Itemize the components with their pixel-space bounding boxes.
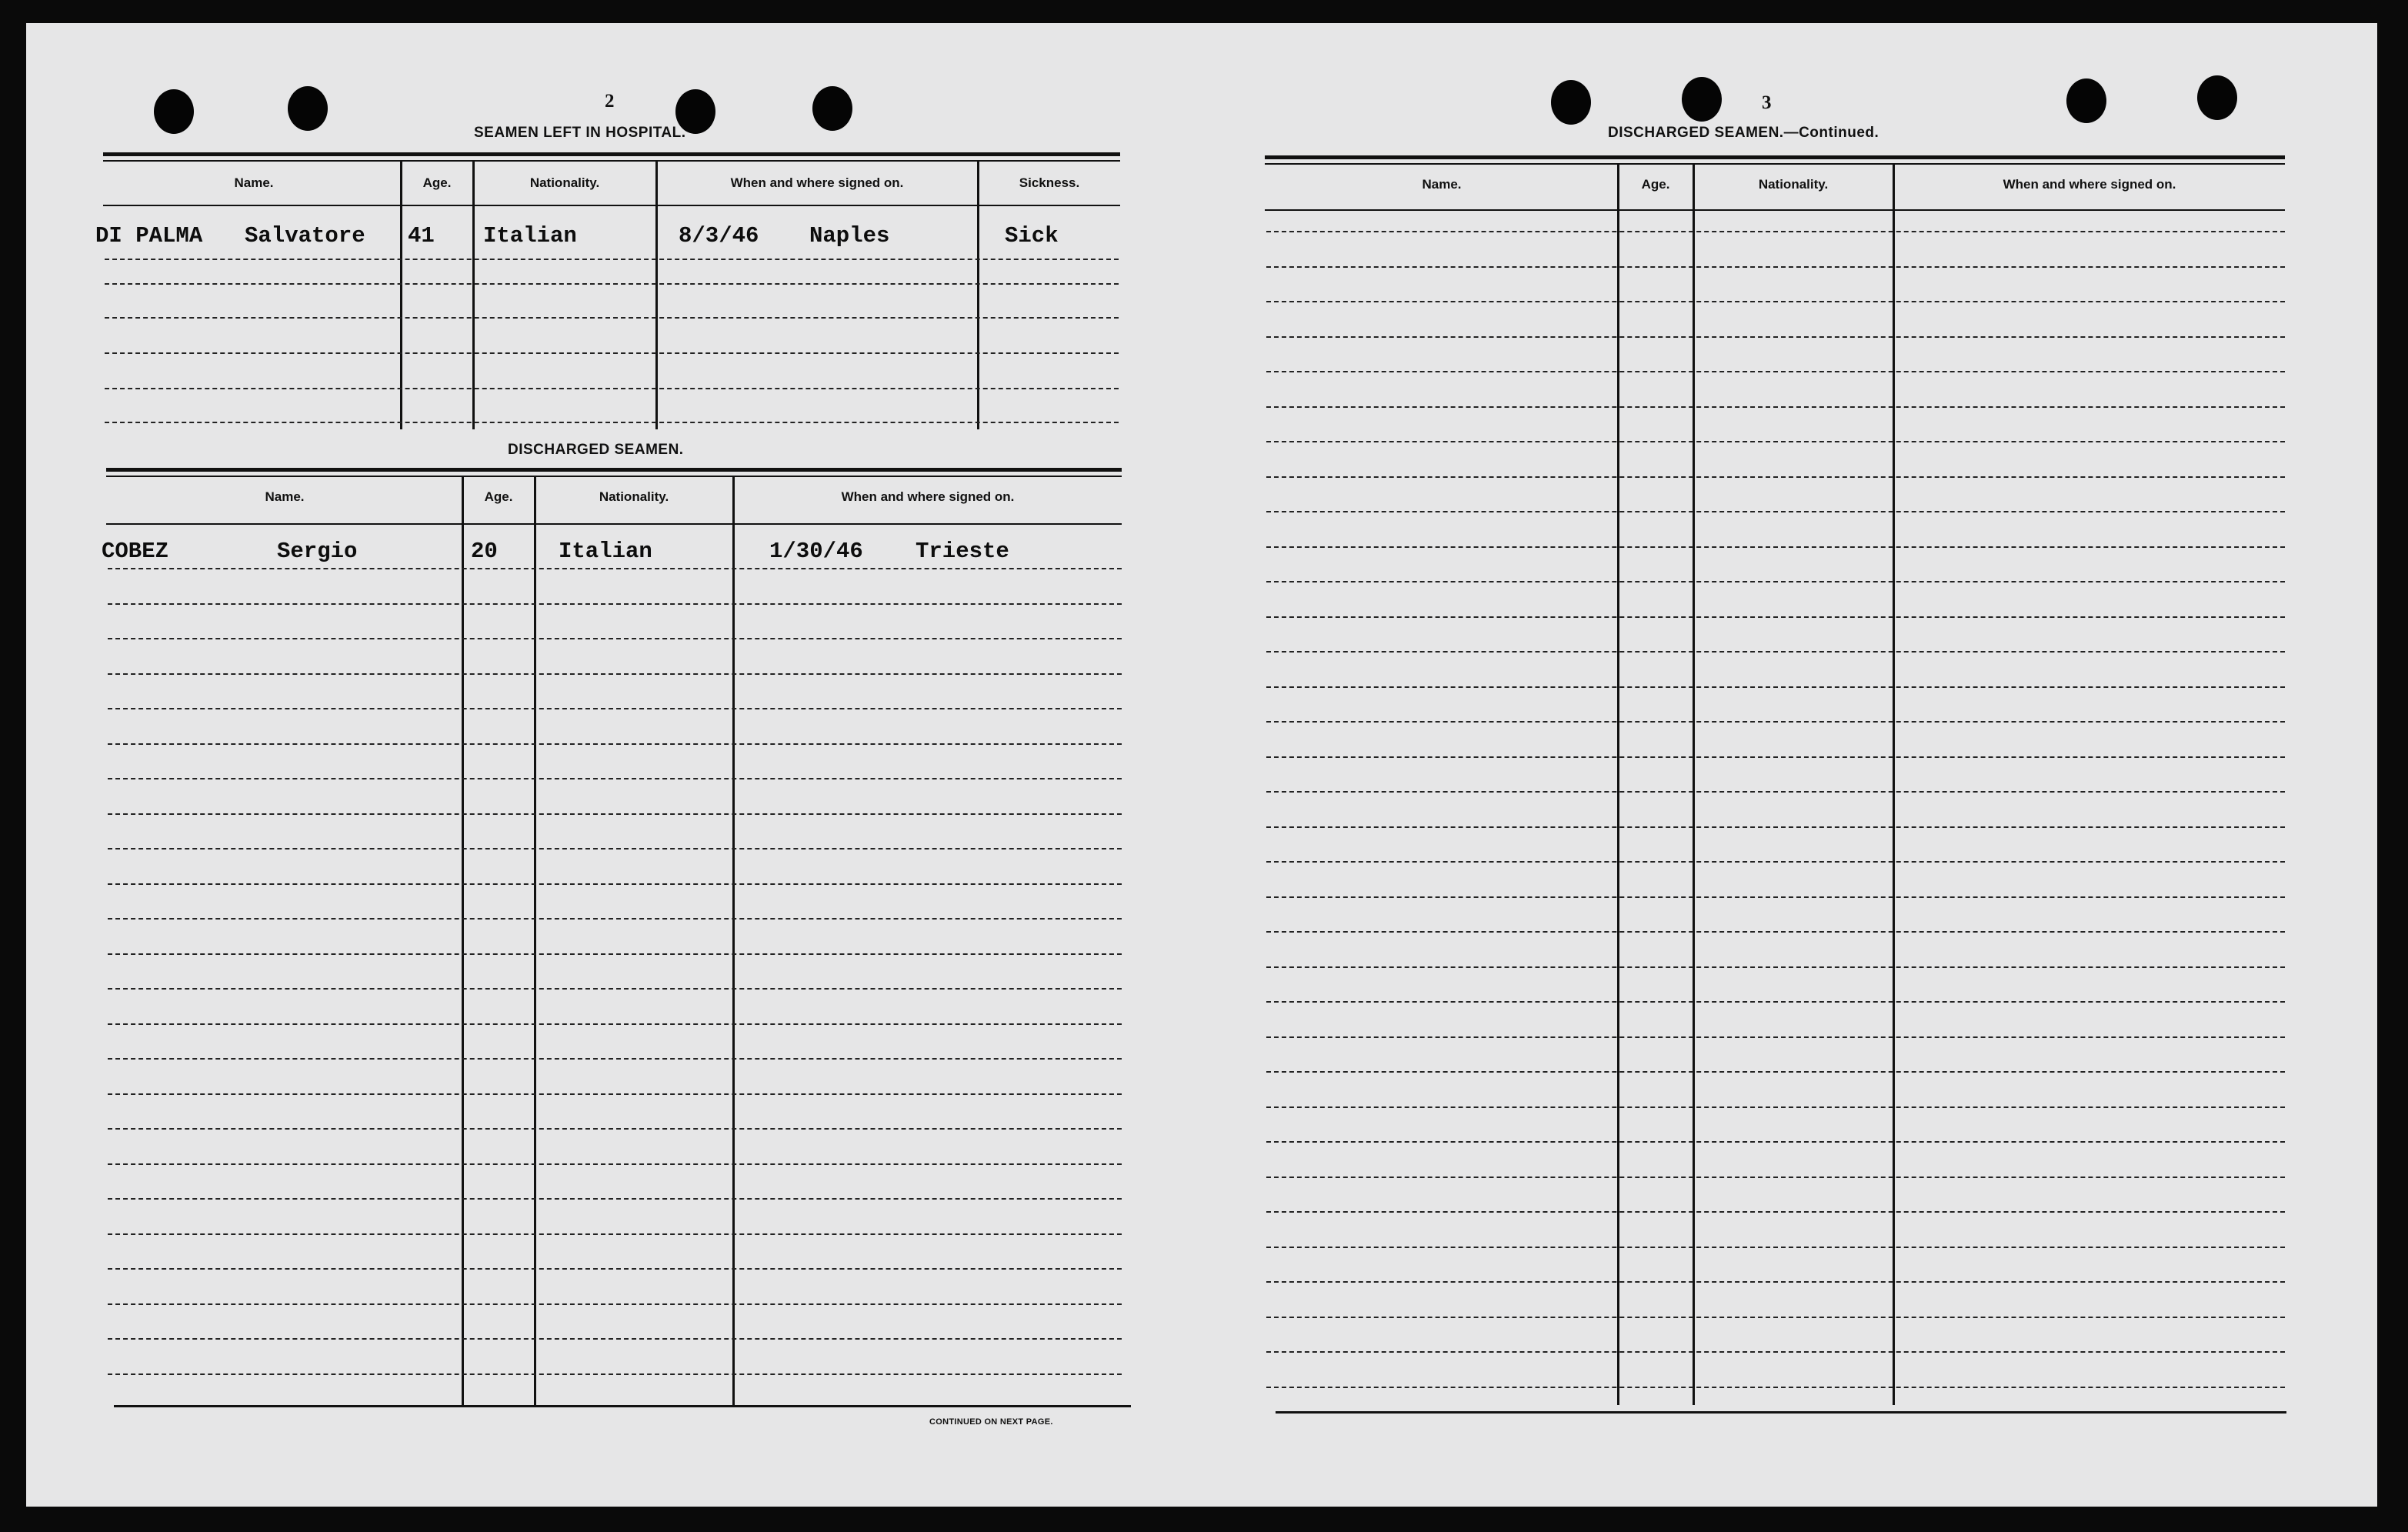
dotted-line [108, 1233, 1122, 1235]
hospital-header-sickness: Sickness. [1019, 175, 1080, 190]
dotted-line [1266, 1211, 2285, 1213]
punch-hole [812, 86, 852, 131]
dotted-line [1266, 686, 2285, 688]
right-header-age: Age. [1641, 177, 1670, 192]
discharged-entry-nationality: Italian [559, 539, 652, 564]
dotted-line [1266, 756, 2285, 758]
hospital-entry-age: 41 [408, 223, 435, 249]
right-header-name: Name. [1422, 177, 1462, 192]
dotted-line [105, 422, 1119, 423]
hospital-header-name: Name. [234, 175, 274, 190]
dotted-line [1266, 826, 2285, 828]
dotted-line [1266, 1387, 2285, 1388]
dotted-line [1266, 861, 2285, 863]
dotted-line [105, 283, 1119, 285]
dotted-line [108, 988, 1122, 990]
right-col-divider [1693, 163, 1695, 1405]
dotted-line [1266, 476, 2285, 478]
dotted-line [1266, 931, 2285, 933]
right-header-rule [1265, 209, 2285, 211]
dotted-line [1266, 1071, 2285, 1073]
dotted-line [108, 1268, 1122, 1270]
right-col-divider [1617, 163, 1619, 1405]
hospital-entry-place: Naples [809, 223, 890, 249]
dotted-line [108, 1338, 1122, 1340]
dotted-line [108, 778, 1122, 779]
dotted-line [108, 743, 1122, 745]
dotted-line [1266, 406, 2285, 408]
discharged-entry-given-name: Sergio [277, 539, 358, 564]
right-bottom-rule [1276, 1411, 2286, 1414]
dotted-line [1266, 301, 2285, 302]
discharged-header-rule [106, 523, 1122, 525]
dotted-line [1266, 966, 2285, 968]
punch-hole [154, 89, 194, 134]
dotted-line [108, 1058, 1122, 1060]
hospital-section-title: SEAMEN LEFT IN HOSPITAL. [474, 125, 686, 141]
dotted-line [108, 603, 1122, 605]
dotted-line [1266, 1247, 2285, 1248]
hospital-entry-date: 8/3/46 [679, 223, 759, 249]
dotted-line [1266, 511, 2285, 512]
hospital-header-nationality: Nationality. [529, 175, 600, 190]
discharged-col-divider [732, 476, 735, 1405]
hospital-entry-given-name: Salvatore [245, 223, 365, 249]
dotted-line [108, 638, 1122, 639]
dotted-line [1266, 1177, 2285, 1178]
discharged-top-rule [106, 468, 1122, 472]
hospital-header-age: Age. [422, 175, 452, 190]
right-top-rule-thin [1265, 163, 2285, 165]
dotted-line [1266, 336, 2285, 338]
dotted-line [108, 813, 1122, 815]
hospital-header-signed-on: When and where signed on. [730, 175, 904, 190]
document-sheet [26, 23, 2377, 1507]
discharged-entry-place: Trieste [916, 539, 1009, 564]
dotted-line [108, 1303, 1122, 1305]
hospital-entry-nationality: Italian [483, 223, 577, 249]
right-header-signed-on: When and where signed on. [2003, 177, 2176, 192]
discharged-top-rule-thin [106, 476, 1122, 477]
dotted-line [105, 352, 1119, 354]
dotted-line [108, 1093, 1122, 1095]
discharged-header-name: Name. [265, 489, 305, 504]
hospital-top-rule-thin [103, 160, 1120, 162]
page-number-left: 2 [605, 91, 615, 112]
dotted-line [108, 848, 1122, 849]
dotted-line [108, 708, 1122, 709]
dotted-line [1266, 1141, 2285, 1143]
dotted-line [1266, 1317, 2285, 1318]
dotted-line [1266, 231, 2285, 232]
dotted-line [1266, 651, 2285, 653]
right-section-title: DISCHARGED SEAMEN.—Continued. [1608, 125, 1879, 141]
dotted-line [1266, 371, 2285, 372]
page-number-right: 3 [1762, 92, 1772, 113]
discharged-entry-surname: COBEZ [102, 539, 169, 564]
dotted-line [1266, 441, 2285, 442]
dotted-line [1266, 1106, 2285, 1108]
dotted-line [1266, 1036, 2285, 1038]
left-bottom-rule [114, 1405, 1131, 1407]
dotted-line [1266, 546, 2285, 548]
dotted-line [1266, 896, 2285, 898]
dotted-line [108, 1163, 1122, 1165]
dotted-line [105, 259, 1119, 260]
right-col-divider [1893, 163, 1895, 1405]
dotted-line [108, 953, 1122, 955]
dotted-line [105, 388, 1119, 389]
dotted-line [108, 1023, 1122, 1025]
dotted-line [1266, 721, 2285, 723]
dotted-line [108, 1128, 1122, 1130]
dotted-line [108, 883, 1122, 885]
punch-hole [1682, 77, 1722, 122]
hospital-top-rule [103, 152, 1120, 156]
dotted-line [1266, 616, 2285, 618]
discharged-header-age: Age. [484, 489, 513, 504]
right-top-rule [1265, 155, 2285, 159]
dotted-line [1266, 581, 2285, 582]
dotted-line [108, 673, 1122, 675]
continued-note: CONTINUED ON NEXT PAGE. [929, 1417, 1053, 1427]
dotted-line [1266, 266, 2285, 268]
dotted-line [105, 317, 1119, 319]
dotted-line [108, 918, 1122, 920]
discharged-col-divider [462, 476, 464, 1405]
dotted-line [1266, 1001, 2285, 1003]
dotted-line [108, 568, 1122, 569]
dotted-line [1266, 1281, 2285, 1283]
punch-hole [2197, 75, 2237, 120]
hospital-header-rule [103, 205, 1120, 206]
dotted-line [1266, 791, 2285, 793]
discharged-header-nationality: Nationality. [599, 489, 669, 504]
punch-hole [2066, 78, 2106, 123]
dotted-line [108, 1198, 1122, 1200]
discharged-header-signed-on: When and where signed on. [841, 489, 1015, 504]
dotted-line [108, 1373, 1122, 1375]
hospital-entry-sickness: Sick [1005, 223, 1059, 249]
dotted-line [1266, 1351, 2285, 1353]
discharged-section-title: DISCHARGED SEAMEN. [508, 442, 684, 458]
right-header-nationality: Nationality. [1758, 177, 1829, 192]
discharged-col-divider [534, 476, 536, 1405]
discharged-entry-date: 1/30/46 [769, 539, 863, 564]
hospital-entry-surname: DI PALMA [95, 223, 203, 249]
punch-hole [288, 86, 328, 131]
punch-hole [1551, 80, 1591, 125]
discharged-entry-age: 20 [471, 539, 498, 564]
